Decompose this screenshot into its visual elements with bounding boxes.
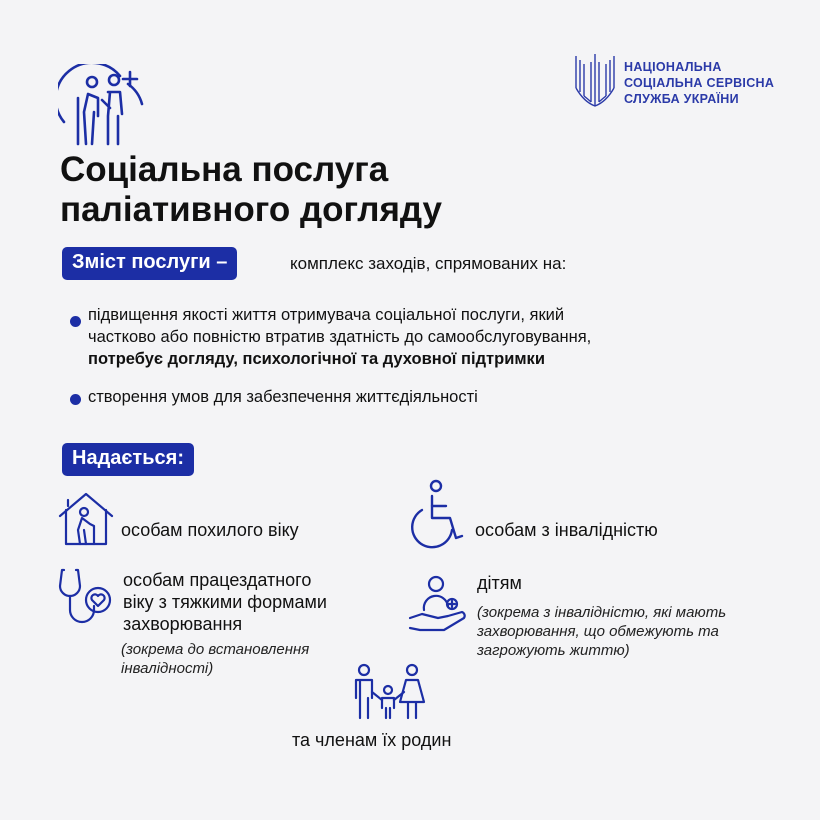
bullet-1-line2: частково або повністю втратив здатність до самообслуговування, [88, 328, 592, 346]
working-age-note-line1: (зокрема до встановлення [121, 641, 310, 658]
page-title [60, 150, 442, 230]
page-title-line1: Соціальна послуга [60, 150, 389, 189]
house-elderly-icon [56, 490, 116, 548]
trident-logo-icon [572, 52, 618, 108]
content-lead: комплекс заходів, спрямованих на: [290, 254, 567, 273]
children-note-line2: захворювання, що обмежують та [477, 623, 719, 640]
page-title-line2: паліативного догляду [60, 190, 443, 229]
hand-child-icon [408, 574, 468, 640]
org-name-line1: НАЦІОНАЛЬНА [624, 60, 722, 74]
children-note [477, 603, 726, 660]
bullet-2: створення умов для забезпечення життєдіяльності [88, 388, 478, 406]
org-name [624, 59, 774, 107]
provided-tag: Надається: [62, 443, 194, 476]
bullet-dot-2 [70, 394, 81, 405]
content-tag: Зміст послуги – [62, 247, 237, 280]
org-name-line3: СЛУЖБА УКРАЇНИ [624, 92, 739, 106]
children-note-line1: (зокрема з інвалідністю, які мають [477, 604, 727, 621]
bullet-1 [88, 304, 591, 370]
family-icon [350, 662, 432, 722]
bullet-dot-1 [70, 316, 81, 327]
bullet-1-line1: підвищення якості життя отримувача соціальної послуги, який [88, 306, 565, 324]
audience-working-age-line1: особам працездатного [123, 570, 312, 590]
org-name-line2: СОЦІАЛЬНА СЕРВІСНА [624, 76, 775, 90]
audience-working-age [123, 569, 327, 635]
audience-working-age-line3: захворювання [123, 614, 243, 634]
stethoscope-heart-icon [56, 566, 116, 626]
bullet-1-line3: потребує догляду, психологічної та духовної підтримки [88, 350, 545, 368]
caregiver-with-elderly-icon [58, 64, 148, 154]
audience-working-age-line2: віку з тяжкими формами [123, 592, 327, 612]
working-age-note [121, 640, 309, 678]
working-age-note-line2: інвалідності) [121, 660, 214, 677]
audience-disability: особам з інвалідністю [475, 520, 658, 540]
audience-children: дітям [477, 573, 522, 593]
audience-elderly: особам похилого віку [121, 520, 299, 540]
audience-families: та членам їх родин [292, 730, 452, 750]
children-note-line3: загрожують життю) [477, 642, 630, 659]
wheelchair-icon [406, 478, 466, 550]
